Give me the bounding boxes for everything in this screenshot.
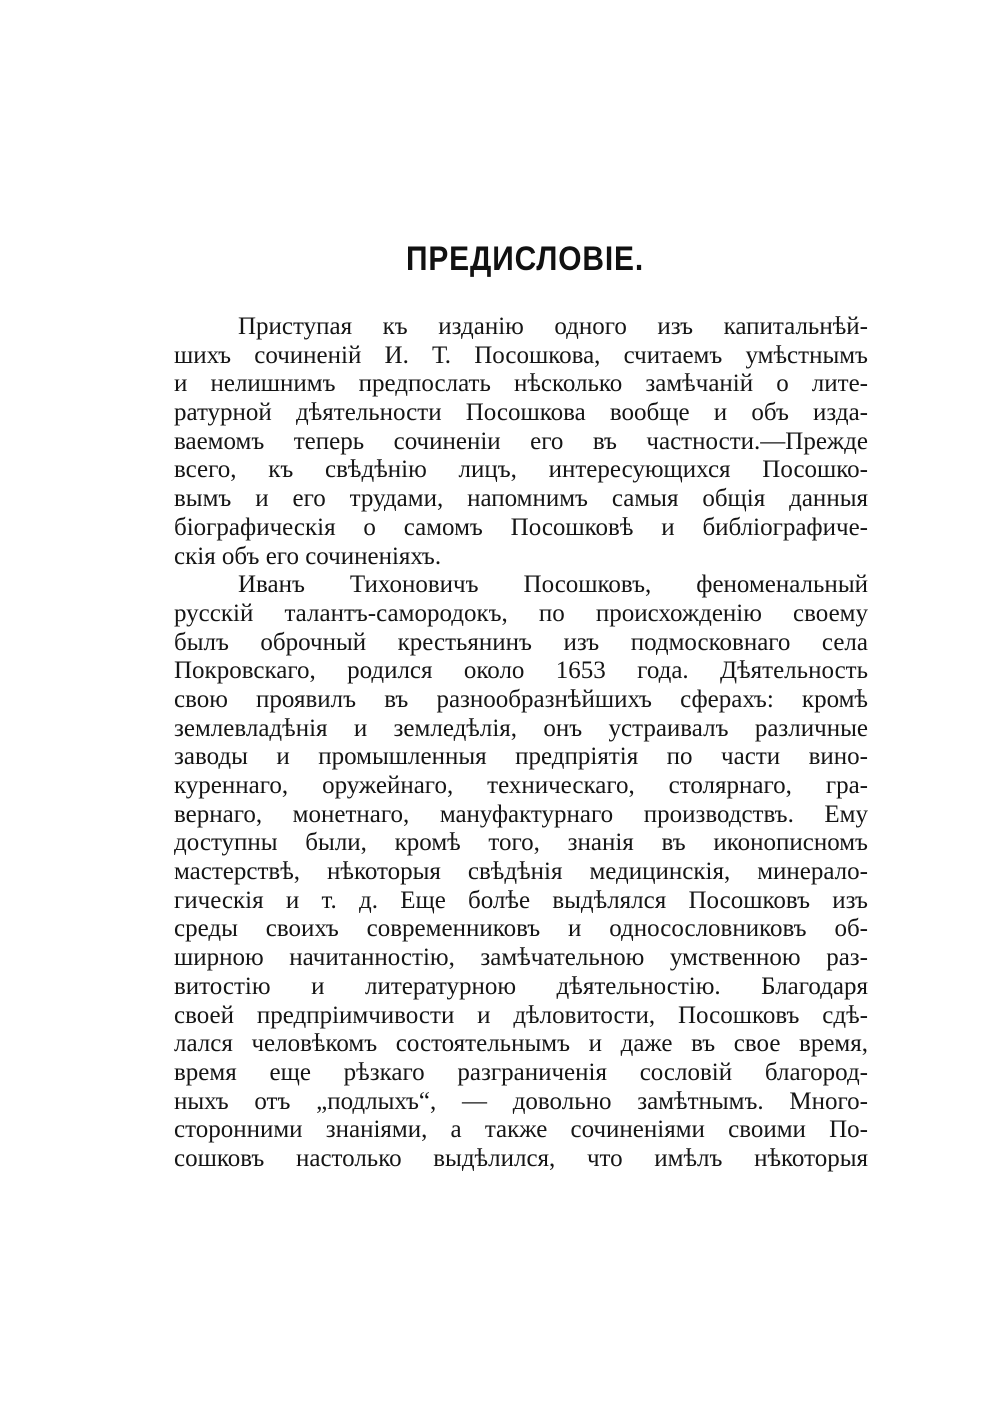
text-line: среды своихъ современниковъ и односословниковъ об- — [174, 915, 868, 943]
text-line: время еще рѣзкаго разграниченія сословій благород- — [174, 1058, 868, 1086]
text-line: витостію и литературною дѣятельностію. Благодаря — [174, 972, 868, 1000]
text-line: свою проявилъ въ разнообразнѣйшихъ сферахъ: кромѣ — [174, 685, 868, 713]
text-line: ваемомъ теперь сочиненіи его въ частности.—Прежде — [174, 427, 868, 455]
text-line: ныхъ отъ „подлыхъ“, — довольно замѣтнымъ. Много- — [174, 1087, 868, 1115]
page-title: ПРЕДИСЛОВІЕ. — [405, 240, 645, 278]
text-line: біографическія о самомъ Посошковѣ и библіографиче- — [174, 513, 868, 541]
text-line: вернаго, монетнаго, мануфактурнаго производствъ. Ему — [174, 800, 868, 828]
text-line: Приступая къ изданію одного изъ капитальнѣй- — [238, 313, 868, 340]
text-line: землевладѣнія и земледѣлія, онъ устраивалъ различные — [174, 714, 868, 742]
text-line: мастерствѣ, нѣкоторыя свѣдѣнія медицинскія, минерало- — [174, 858, 868, 886]
text-line: и нелишнимъ предпослать нѣсколько замѣчаній о лите- — [174, 370, 868, 398]
text-line: былъ оброчный крестьянинъ изъ подмосковнаго села — [174, 628, 868, 656]
text-line: сошковъ настолько выдѣлился, что имѣлъ нѣкоторыя — [174, 1144, 868, 1172]
text-line: доступны были, кромѣ того, знанія въ иконописномъ — [174, 829, 868, 857]
text-line: вымъ и его трудами, напомнимъ самыя общія данныя — [174, 485, 868, 513]
text-line: лался человѣкомъ состоятельнымъ и даже въ свое время, — [174, 1030, 868, 1058]
text-line: всего, къ свѣдѣнію лицъ, интересующихся Посошко- — [174, 456, 868, 484]
text-line: гическія и т. д. Еще болѣе выдѣлялся Посошковъ изъ — [174, 886, 868, 914]
text-line: шихъ сочиненій И. Т. Посошкова, считаемъ умѣстнымъ — [174, 341, 868, 369]
text-line: Покровскаго, родился около 1653 года. Дѣятельность — [174, 657, 868, 685]
text-line: своей предпріимчивости и дѣловитости, Посошковъ сдѣ- — [174, 1001, 868, 1029]
text-line: сторонними знаніями, а также сочиненіями своими По- — [174, 1116, 868, 1144]
text-line: ратурной дѣятельности Посошкова вообще и объ изда- — [174, 399, 868, 427]
text-line: ширною начитанностію, замѣчательною умственною раз- — [174, 944, 868, 972]
text-line: скія объ его сочиненіяхъ. — [174, 542, 442, 570]
text-line: русскій талантъ-самородокъ, по происхожденію своему — [174, 599, 868, 627]
text-line: куреннаго, оружейнаго, техническаго, столярнаго, гра- — [174, 772, 868, 799]
body-text — [174, 313, 868, 1174]
text-line: Иванъ Тихоновичъ Посошковъ, феноменальный — [238, 571, 868, 599]
text-line: заводы и промышленныя предпріятія по части вино- — [174, 743, 868, 771]
